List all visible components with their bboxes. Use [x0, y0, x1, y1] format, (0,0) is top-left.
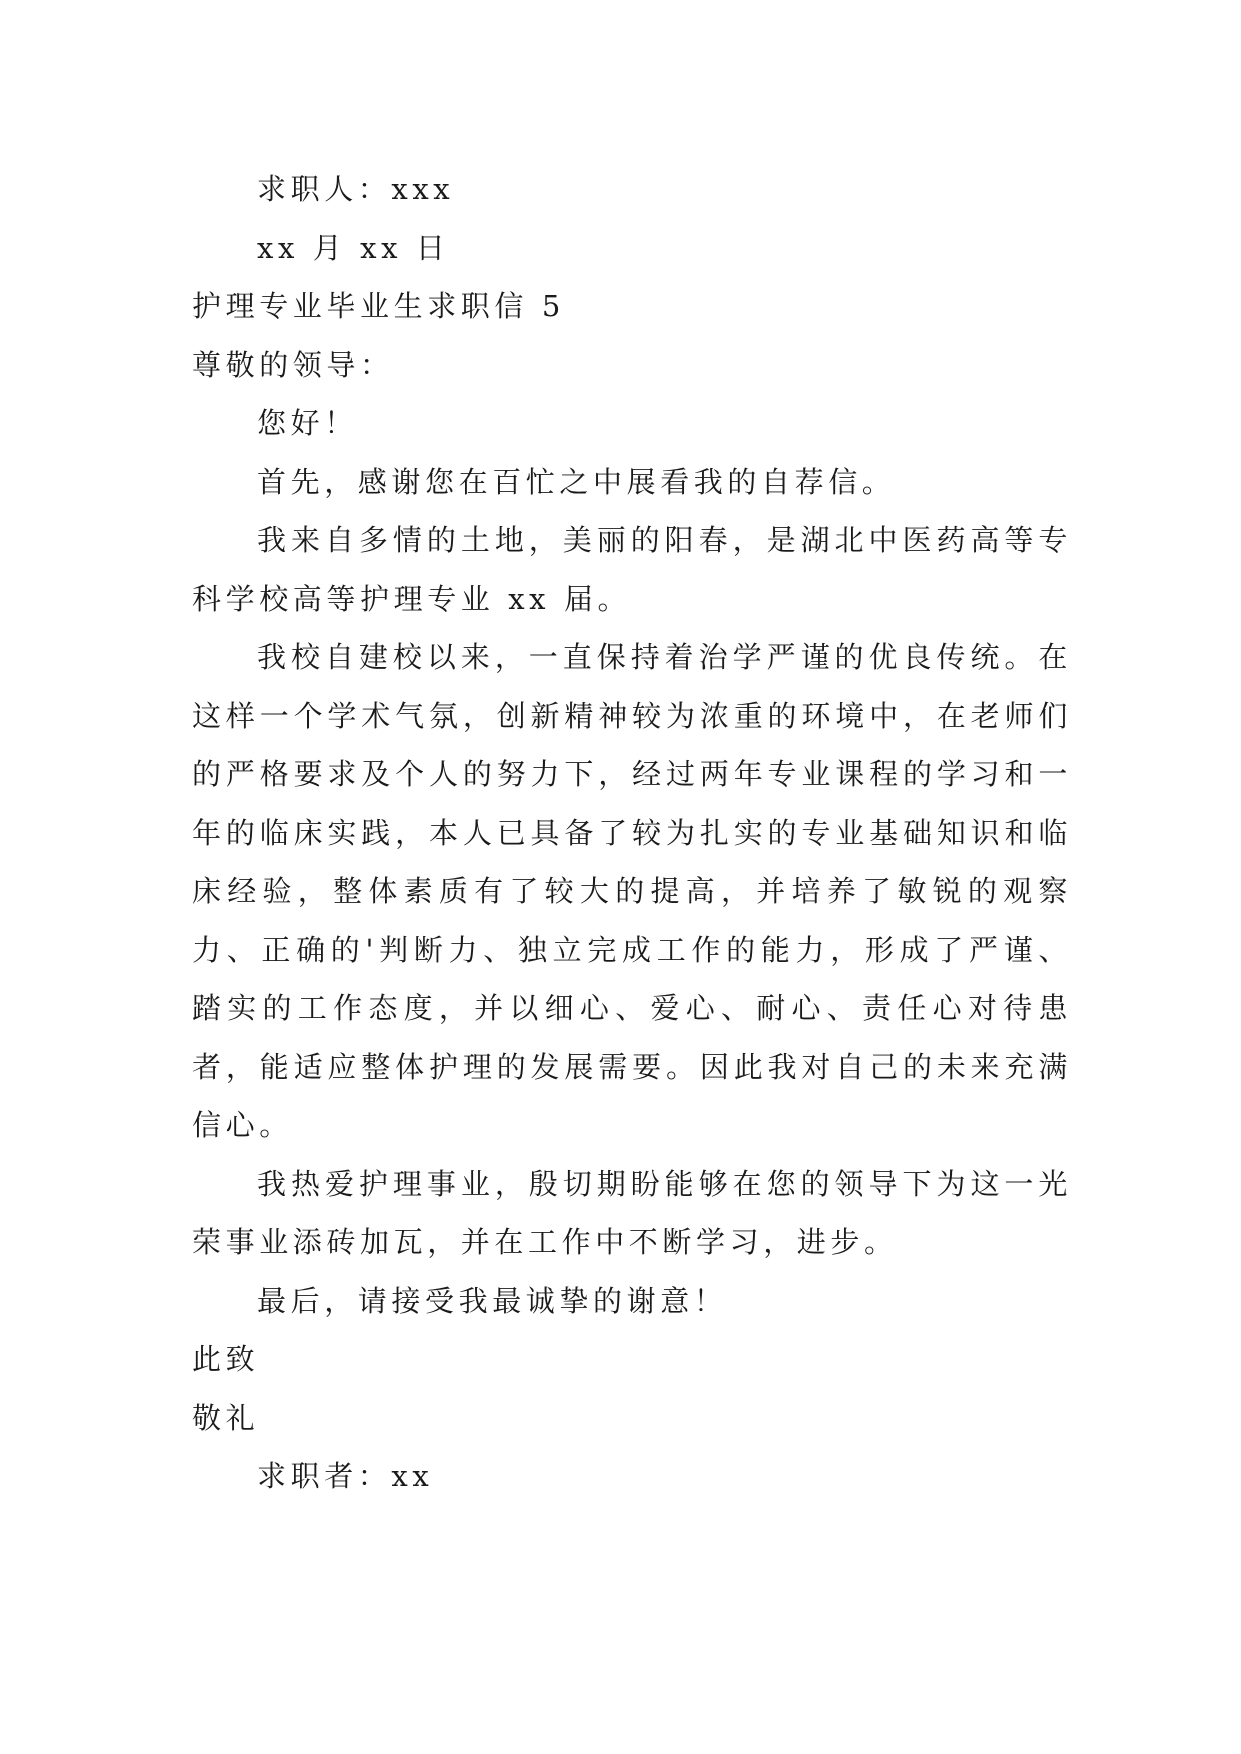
paragraph-school: 我校自建校以来，一直保持着治学严谨的优良传统。在这样一个学术气氛，创新精神较为浓重的环境中，在老师们的严格要求及个人的努力下，经过两年专业课程的学习和一年的临床实践，本人已具备了较为扎实的专业基础知识和临床经验，整体素质有了较大的提高，并培养了敏锐的观察力、正确的'判断力、独立完成工作的能力，形成了严谨、踏实的工作态度，并以细心、爱心、耐心、责任心对待患者，能适应整体护理的发展需要。因此我对自己的未来充满信心。 — [192, 640, 1072, 1142]
paragraph-aspiration: 我热爱护理事业，殷切期盼能够在您的领导下为这一光荣事业添砖加瓦，并在工作中不断学习，进步。 — [192, 1166, 1072, 1259]
applicant-line: 求职人：xxx — [257, 172, 455, 206]
paragraph-thanks: 首先，感谢您在百忙之中展看我的自荐信。 — [257, 464, 896, 499]
greeting: 您好！ — [257, 406, 358, 440]
paragraph-closing-thanks: 最后，请接受我最诚挚的谢意！ — [257, 1283, 728, 1318]
salutation: 尊敬的领导： — [192, 347, 394, 382]
closing-phrase-1: 此致 — [192, 1342, 260, 1376]
letter-title: 护理专业毕业生求职信 5 — [192, 289, 565, 323]
closing-phrase-2: 敬礼 — [192, 1400, 260, 1435]
signature-line: 求职者：xx — [257, 1459, 434, 1493]
date-line: xx 月 xx 日 — [257, 230, 450, 265]
paragraph-origin: 我来自多情的土地，美丽的阳春，是湖北中医药高等专科学校高等护理专业 xx 届。 — [192, 523, 1072, 616]
letter-body — [192, 160, 1072, 1506]
